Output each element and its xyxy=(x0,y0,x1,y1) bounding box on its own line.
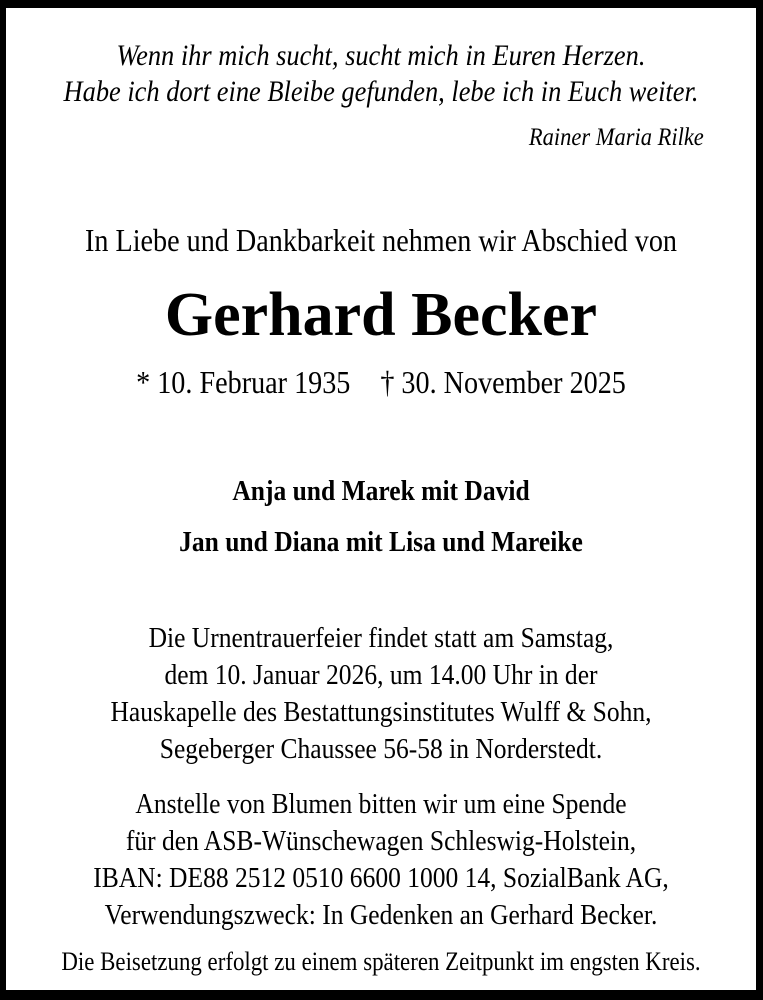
donation-line: für den ASB-Wünschewagen Schleswig-Holstein, xyxy=(125,825,637,857)
donation-line: IBAN: DE88 2512 0510 6600 1000 14, SozialBank AG, xyxy=(93,862,669,894)
farewell-intro: In Liebe und Dankbarkeit nehmen wir Abschied von xyxy=(85,222,677,258)
service-line: Hauskapelle des Bestattungsinstitutes Wulff & Sohn, xyxy=(110,696,652,728)
quote-attribution: Rainer Maria Rilke xyxy=(528,124,704,151)
quote-line-1: Wenn ihr mich sucht, sucht mich in Euren Herzen. xyxy=(116,39,646,72)
mourners-list xyxy=(6,473,756,560)
death-date: † 30. November 2025 xyxy=(380,364,626,400)
service-announcement xyxy=(6,620,756,768)
quote-line-2: Habe ich dort eine Bleibe gefunden, lebe ich in Euch weiter. xyxy=(63,75,699,108)
memorial-quote xyxy=(6,38,756,153)
donation-line: Verwendungszweck: In Gedenken an Gerhard Becker. xyxy=(104,899,658,931)
birth-date: * 10. Februar 1935 xyxy=(136,364,351,400)
donation-request xyxy=(6,786,756,934)
burial-notice: Die Beisetzung erfolgt zu einem späteren Zeitpunkt im engsten Kreis. xyxy=(61,947,701,976)
life-dates xyxy=(51,363,711,401)
mourners-line: Jan und Diana mit Lisa und Mareike xyxy=(179,526,583,558)
mourners-line: Anja und Marek mit David xyxy=(232,475,530,507)
service-line: Segeberger Chaussee 56-58 in Norderstedt. xyxy=(159,733,603,765)
deceased-name: Gerhard Becker xyxy=(164,281,598,349)
service-line: Die Urnentrauerfeier findet statt am Samstag, xyxy=(148,622,614,654)
service-line: dem 10. Januar 2026, um 14.00 Uhr in der xyxy=(164,659,598,691)
donation-line: Anstelle von Blumen bitten wir um eine Spende xyxy=(135,788,627,820)
